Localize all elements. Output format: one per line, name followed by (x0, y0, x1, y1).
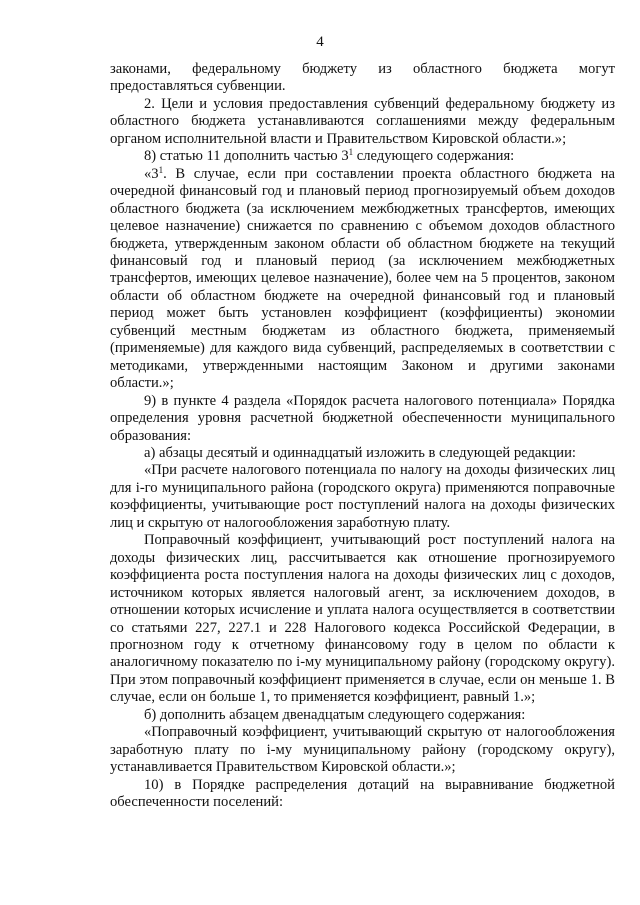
document-body (110, 61, 615, 811)
part-3-1-open: «3 (144, 165, 159, 182)
part-3-1-text: . В случае, если при составлении проекта областного бюджета на очередной финансовый год и плановый период прогнозируемый объем доходов областного бюджета (за исключением межбюджетных трансфертов, имеющих целевое назначение) снижается по сравнению с объемом доходов областного бюджета, утвержденным законом области об областном бюджете на текущий финансовый год и плановый период (за исключением межбюджетных трансфертов, имеющих целевое назначение), более чем на 5 процентов, законом области об областном бюджете на очередной финансовый год и плановый период может быть установлен коэффициент (коэффициенты) экономии субвенций местным бюджетам из областного бюджета, применяемый (применяемые) для каждого вида субвенций, распределяемых в соответствии с методиками, утвержденными настоящим Законом и другими законами области.»; (110, 165, 615, 392)
paragraph-item-10: 10) в Порядке распределения дотаций на выравнивание бюджетной обеспеченности поселений: (110, 776, 615, 811)
paragraph-correction-coefficient: Поправочный коэффициент, учитывающий рост поступлений налога на доходы физических лиц, рассчитывается как отношение прогнозируемого коэффициента роста поступления налога на доходы физических лиц с доходов, источником которых является налоговый агент, за исключением доходов, в отношении которых исчисление и уплата налога осуществляется в соответствии со статьями 227, 227.1 и 228 Налогового кодекса Российской Федерации, в прогнозном году к отчетному финансовому году в целом по области к аналогичному показателю по i-му муниципальному району (городскому округу). При этом поправочный коэффициент применяется в случае, если он меньше 1. В случае, если он больше 1, то применяется коэффициент, равный 1.»; (110, 532, 615, 706)
paragraph-item-9b: б) дополнить абзацем двенадцатым следующего содержания: (144, 706, 526, 723)
paragraph-subventions-end: законами, федеральному бюджету из областного бюджета могут предоставляться субвенции. (110, 61, 615, 95)
part-3-1-superscript: 1 (158, 164, 164, 175)
paragraph-hidden-wages: «Поправочный коэффициент, учитывающий скрытую от налогообложения заработную плату по i-му муниципальному району (городскому округу), устанавливается Правительством Кировской области.»; (110, 724, 615, 776)
paragraph-item-8 (110, 148, 615, 165)
page-number: 4 (316, 34, 324, 50)
item-8-text: 8) статью 11 дополнить частью 3 (144, 148, 349, 165)
item-8-superscript: 1 (348, 147, 354, 158)
paragraph-item-9a: а) абзацы десятый и одиннадцатый изложить в следующей редакции: (144, 444, 576, 461)
paragraph-tax-potential: «При расчете налогового потенциала по налогу на доходы физических лиц для i-го муниципального района (городского округа) применяются поправочные коэффициенты, учитывающие рост поступлений налога на доходы физических лиц и скрытую от налогообложения заработную плату. (110, 462, 615, 531)
paragraph-item-2: 2. Цели и условия предоставления субвенций федеральному бюджету из областного бюджета устанавливаются соглашениями между федеральным органом исполнительной власти и Правительством Кировской области.»; (110, 95, 615, 147)
item-8-text-end: следующего содержания: (353, 148, 515, 165)
paragraph-item-9: 9) в пункте 4 раздела «Порядок расчета налогового потенциала» Порядка определения уровня расчетной бюджетной обеспеченности муниципального образования: (110, 392, 615, 444)
paragraph-part-3-1 (110, 166, 615, 393)
